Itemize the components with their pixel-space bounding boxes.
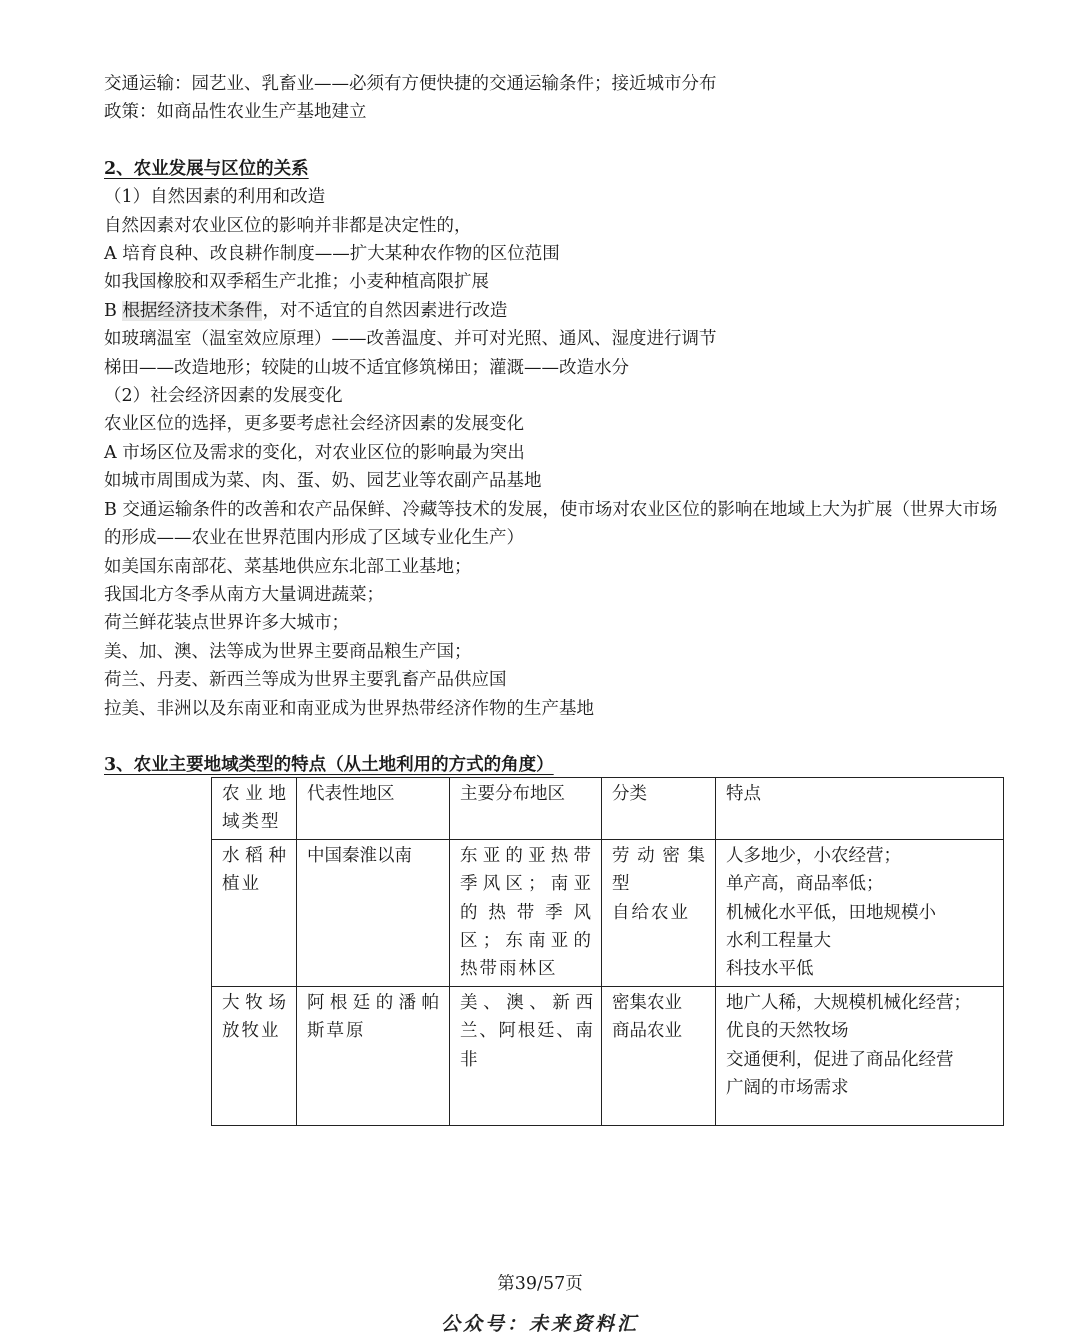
feature-line: 地广人稀，大规模机械化经营； xyxy=(726,992,971,1013)
table-row xyxy=(212,839,1004,986)
feature-line: 广阔的市场需求 xyxy=(726,1078,849,1099)
text-line: 政策：如商品性农业生产基地建立 xyxy=(104,102,367,123)
subsection-heading: （2）社会经济因素的发展变化 xyxy=(104,386,343,407)
spacer xyxy=(104,127,1004,155)
table-cell-category xyxy=(602,839,716,986)
category-line: 密集农业 xyxy=(612,992,682,1013)
table-cell-type: 大牧场放牧业 xyxy=(212,986,297,1125)
table-header-row xyxy=(212,778,1004,840)
text-fragment: B xyxy=(104,300,123,321)
highlighted-text: 根据经济技术条件 xyxy=(122,300,263,321)
spacer xyxy=(104,723,1004,751)
table-header-cell: 农业地域类型 xyxy=(212,778,297,840)
text-line: 美、加、澳、法等成为世界主要商品粮生产国； xyxy=(104,641,472,662)
text-fragment: ，对不适宜的自然因素进行改造 xyxy=(262,300,508,321)
text-line: 如玻璃温室（温室效应原理）——改善温度、并可对光照、通风、湿度进行调节 xyxy=(104,329,717,350)
feature-line: 交通便利，促进了商品化经营 xyxy=(726,1049,954,1070)
table-cell-distribution: 美、澳、新西兰、阿根廷、南非 xyxy=(450,986,602,1125)
text-paragraph: B 交通运输条件的改善和农产品保鲜、冷藏等技术的发展，使市场对农业区位的影响在地域上大为扩展（世界大市场的形成——农业在世界范围内形成了区域专业化生产） xyxy=(104,499,998,549)
feature-line: 优良的天然牧场 xyxy=(726,1021,849,1042)
feature-line: 水利工程量大 xyxy=(726,931,831,952)
text-line: A 市场区位及需求的变化，对农业区位的影响最为突出 xyxy=(104,442,525,463)
text-line: 如我国橡胶和双季稻生产北推；小麦种植高限扩展 xyxy=(104,272,489,293)
table-cell-features xyxy=(716,839,1004,986)
text-line: 农业区位的选择，更多要考虑社会经济因素的发展变化 xyxy=(104,414,524,435)
table-cell-features xyxy=(716,986,1004,1125)
table-header-cell: 特点 xyxy=(716,778,1004,840)
table-cell-category xyxy=(602,986,716,1125)
text-line: 如城市周围成为菜、肉、蛋、奶、园艺业等农副产品基地 xyxy=(104,471,542,492)
table-row xyxy=(212,986,1004,1125)
table-header-cell: 分类 xyxy=(602,778,716,840)
text-line: 自然因素对农业区位的影响并非都是决定性的， xyxy=(104,215,472,236)
table-header-cell: 代表性地区 xyxy=(297,778,450,840)
feature-line: 单产高，商品率低； xyxy=(726,874,884,895)
category-line: 商品农业 xyxy=(612,1021,682,1042)
category-line: 自给农业 xyxy=(612,902,690,923)
page-number: 第39/57页 xyxy=(497,1274,583,1294)
table-cell-distribution: 东亚的亚热带季风区；南亚的热带季风区；东南亚的热带雨林区 xyxy=(450,839,602,986)
agriculture-types-table xyxy=(211,777,1004,1126)
text-line: 拉美、非洲以及东南亚和南亚成为世界热带经济作物的生产基地 xyxy=(104,698,594,719)
text-line: 荷兰、丹麦、新西兰等成为世界主要乳畜产品供应国 xyxy=(104,670,507,691)
text-line: 梯田——改造地形；较陡的山坡不适宜修筑梯田；灌溉——改造水分 xyxy=(104,357,629,378)
section-heading-3: 3、农业主要地域类型的特点（从土地利用的方式的角度） xyxy=(104,754,554,775)
text-line: 荷兰鲜花装点世界许多大城市； xyxy=(104,613,349,634)
watermark: 公众号：未来资料汇 xyxy=(440,1313,639,1335)
subsection-heading: （1）自然因素的利用和改造 xyxy=(104,187,326,208)
table-header-cell: 主要分布地区 xyxy=(450,778,602,840)
table-cell-region: 中国秦淮以南 xyxy=(297,839,450,986)
text-line xyxy=(104,297,1004,325)
section-heading-2: 2、农业发展与区位的关系 xyxy=(104,158,309,179)
text-line: A 培育良种、改良耕作制度——扩大某种农作物的区位范围 xyxy=(104,244,560,265)
table-cell-type: 水稻种植业 xyxy=(212,839,297,986)
document-body xyxy=(104,70,1004,779)
text-line: 如美国东南部花、菜基地供应东北部工业基地； xyxy=(104,556,472,577)
feature-line: 人多地少，小农经营； xyxy=(726,845,901,866)
text-line: 我国北方冬季从南方大量调进蔬菜； xyxy=(104,584,384,605)
table-cell-region: 阿根廷的潘帕斯草原 xyxy=(297,986,450,1125)
category-line: 劳动密集型 xyxy=(612,845,707,895)
text-line: 交通运输：园艺业、乳畜业——必须有方便快捷的交通运输条件；接近城市分布 xyxy=(104,74,717,94)
feature-line: 科技水平低 xyxy=(726,959,814,980)
feature-line: 机械化水平低，田地规模小 xyxy=(726,902,936,923)
